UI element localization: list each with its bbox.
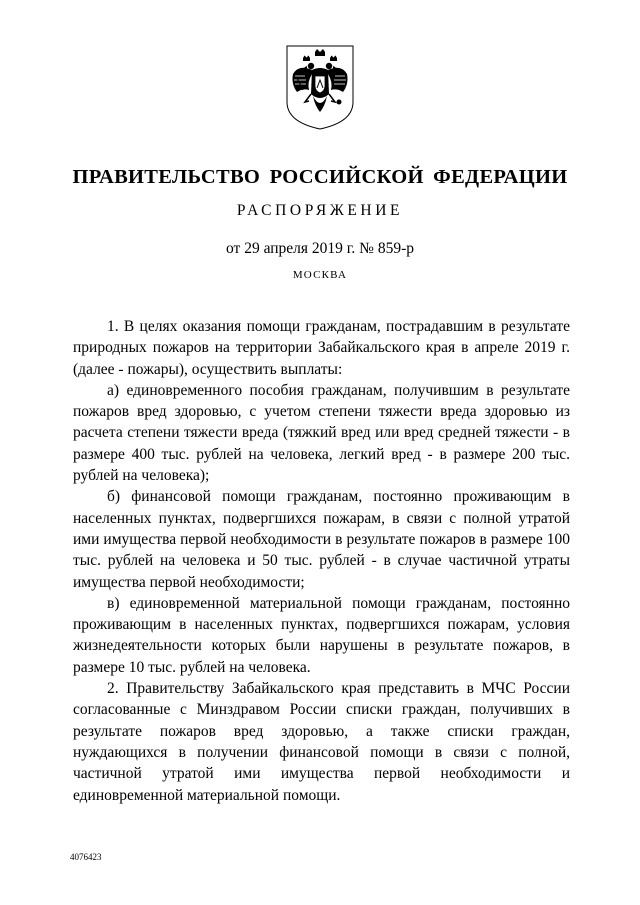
coat-of-arms-icon xyxy=(285,44,355,130)
document-date-number: от 29 апреля 2019 г. № 859-р xyxy=(226,240,414,257)
paragraph-1c: в) единовременной материальной помощи гражданам, постоянно проживающим в населенных пунктах, подвергшихся пожарам, условия жизнедеятельности которых были нарушены в результате пожаров, в размере 10 тыс. рублей на человека. xyxy=(73,594,570,676)
government-title: ПРАВИТЕЛЬСТВО РОССИЙСКОЙ ФЕДЕРАЦИИ xyxy=(72,166,568,188)
paragraph-1b: б) финансовой помощи гражданам, постоянно проживающим в населенных пунктах, подвергшихся пожарам, в связи с полной утратой ими имущества первой необходимости в результате пожаров в размере 100 тыс. рублей на человека и 50 тыс. рублей - в случае частичной утраты имущества первой необходимости; xyxy=(73,488,570,591)
document-type: РАСПОРЯЖЕНИЕ xyxy=(236,202,404,219)
document-body xyxy=(73,316,570,806)
document-code: 4076423 xyxy=(70,852,102,862)
paragraph-2: 2. Правительству Забайкальского края представить в МЧС России согласованные с Минздравом России списки граждан, получивших в результате пожаров вред здоровью, а также списки граждан, нуждающихся в получении финансовой помощи в связи с полной, частичной утратой ими имущества первой необходимости и единовременной материальной помощи. xyxy=(73,680,570,804)
paragraph-1a: а) единовременного пособия гражданам, получившим в результате пожаров вред здоровью, с учетом степени тяжести вреда здоровью из расчета степени тяжести вреда (тяжкий вред или вред средней тяжести - в размере 400 тыс. рублей на человека, легкий вред - в размере 200 тыс. рублей на человека); xyxy=(73,381,570,485)
paragraph-1: 1. В целях оказания помощи гражданам, пострадавшим в результате природных пожаров на территории Забайкальского края в апреле 2019 г. (далее - пожары), осуществить выплаты: xyxy=(73,318,570,378)
document-city: МОСКВА xyxy=(292,269,348,281)
